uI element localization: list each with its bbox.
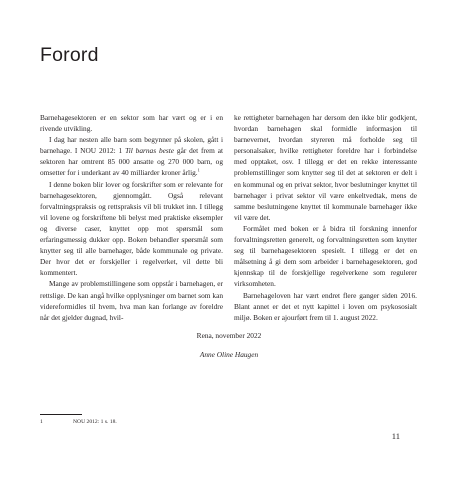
footnote-text: NOU 2012: 1 s. 18. xyxy=(73,419,117,425)
paragraph-text: går det frem at sektoren har omtrent 85 000 ansatte og 270 000 barn, og omsetter for i underkant av 40 milliarder kroner årlig. xyxy=(40,146,223,178)
paragraph: Formålet med boken er å bidra til forskning innenfor forvaltningsretten generelt, og forvaltningsretten som knytter seg til barnehagesektoren spesielt. I tillegg er det en målsetning å gi dem som arbeider i barnehagesektoren, god kjennskap til de forskjellige regelverkene som regulerer virksomheten. xyxy=(234,223,417,289)
paragraph-text: I dag har nesten alle barn som begynner på skolen, gått i barnehage. I NOU 2012: 1 xyxy=(40,135,223,156)
paragraph xyxy=(40,134,223,178)
left-text-column xyxy=(40,112,223,323)
chapter-title: Forord xyxy=(40,44,99,66)
footnote-divider xyxy=(40,414,82,415)
footnote xyxy=(40,419,117,425)
report-title-italic: Til barnas beste xyxy=(125,146,175,156)
right-text-column xyxy=(234,112,417,323)
footnote-reference: 1 xyxy=(197,168,200,174)
footnote-number: 1 xyxy=(40,419,43,425)
paragraph: I denne boken blir lover og forskrifter som er relevante for barnehagesektoren, gjennomgått. Også relevant forvaltningspraksis og rettspraksis vil bli trukket inn. I tillegg vil lovene og forskriftene bli belyst med praktiske eksempler og diverse caser, knyttet opp mot spørsmål som erfaringsmessig dukker opp. Boken behandler spørsmål som knytter seg til alle barnehager, både kommunale og private. Der hvor det er forskjeller i regelverket, vil dette bli kommentert. xyxy=(40,179,223,278)
paragraph: Mange av problemstillingene som oppstår i barnehagen, er rettslige. De kan angå hvilke opplysninger om barnet som kan videreformidles til hvem, hva man kan forlange av foreldre når det gjelder dugnad, hvil- xyxy=(40,279,223,322)
paragraph: ke rettigheter barnehagen har dersom den ikke blir godkjent, hvordan barnehagen skal formidle informasjon til barnevernet, hvordan styreren må forholde seg til personalsaker, hvilke rettigheter foreldre har i forbindelse med opptaket, osv. I tillegg er det en rekke interessante problemstillinger som knytter seg til det at sektoren er delt i en kommunal og en privat sektor, hvor beslutninger knyttet til barnehager i privat sektor vil være enkeltvedtak, mens de samme beslutningene knyttet til kommunale barnehager ikke vil være det. xyxy=(234,113,417,222)
author-signature: Anne Oline Haugen xyxy=(199,350,259,359)
paragraph: Barnehagesektoren er en sektor som har vært og er i en rivende utvikling. xyxy=(40,113,223,134)
paragraph: Barnehageloven har vært endret flere ganger siden 2016. Blant annet er det et nytt kapittel i loven om psykososialt miljø. Boken er ajourført frem til 1. august 2022. xyxy=(234,290,417,322)
place-date: Rena, november 2022 xyxy=(196,331,262,340)
page-number: 11 xyxy=(391,431,400,441)
